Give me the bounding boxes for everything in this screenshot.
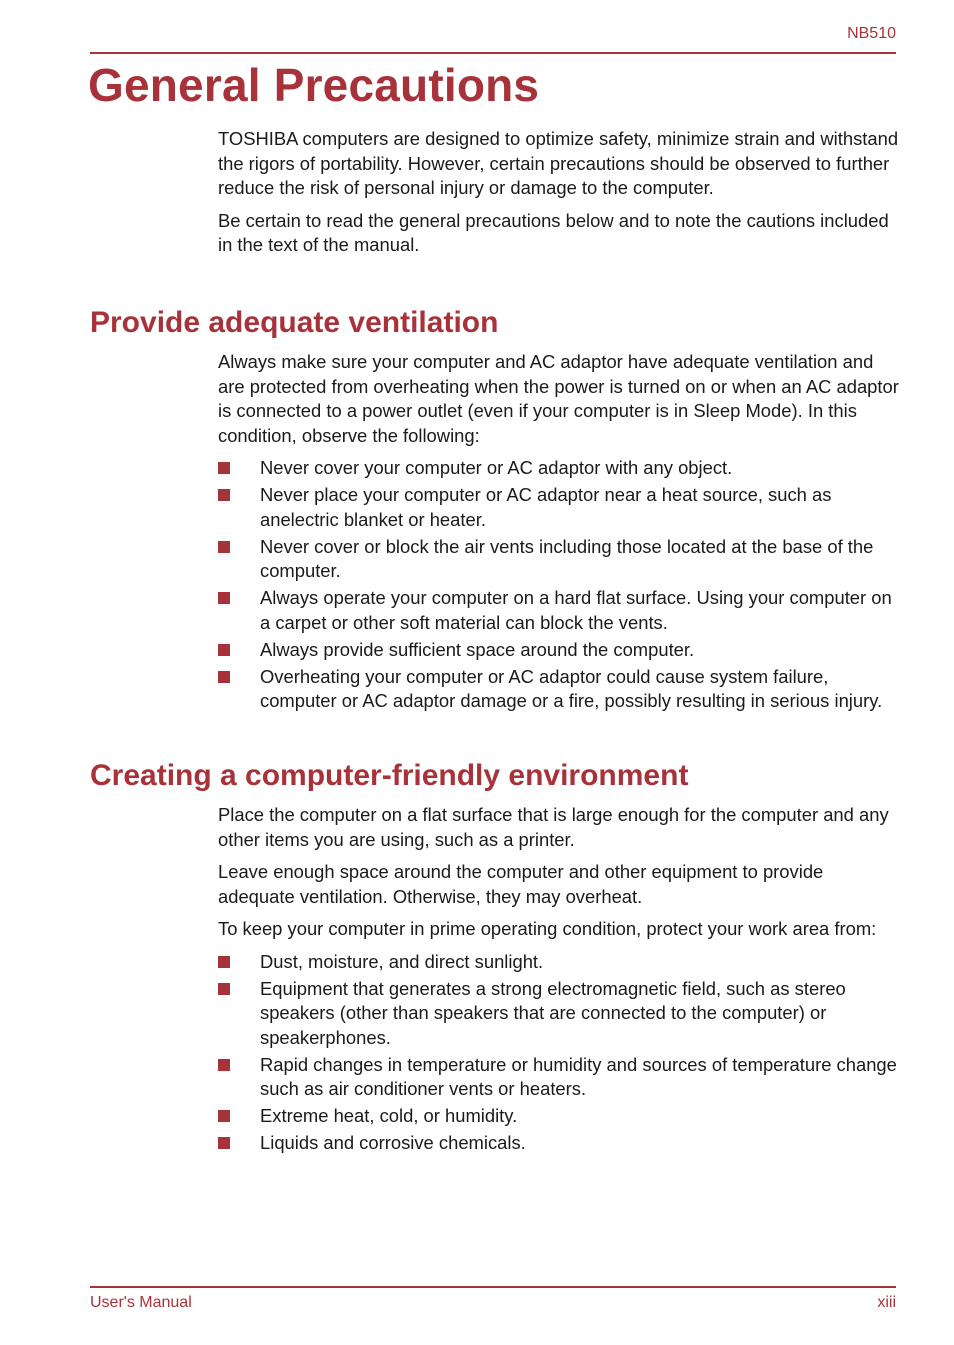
list-item-text: Never cover or block the air vents including those located at the base of the computer.: [260, 535, 874, 581]
square-bullet-icon: [218, 541, 230, 553]
list-item: [218, 977, 900, 1051]
header-model-label: NB510: [847, 25, 896, 42]
list-item: [218, 586, 900, 635]
list-item-text: Dust, moisture, and direct sunlight.: [260, 950, 544, 972]
list-item-text: Never place your computer or AC adaptor near a heat source, such as anelectric blanket or heater.: [260, 484, 832, 530]
environment-paragraph: To keep your computer in prime operating condition, protect your work area from:: [218, 918, 877, 939]
list-item-text: Rapid changes in temperature or humidity and sources of temperature change such as air conditioner vents or heaters.: [260, 1053, 897, 1099]
square-bullet-icon: [218, 489, 230, 501]
page-number: xiii: [877, 1294, 896, 1311]
square-bullet-icon: [218, 1110, 230, 1122]
list-item: [218, 1131, 900, 1156]
list-item: [218, 535, 900, 584]
square-bullet-icon: [218, 644, 230, 656]
page-title: General Precautions: [88, 59, 540, 111]
ventilation-paragraph: Always make sure your computer and AC adaptor have adequate ventilation and are protected from overheating when the power is turned on or when an AC adaptor is connected to a power outlet (even if your computer is in Sleep Mode). In this condition, observe the following:: [218, 351, 899, 446]
header-divider: [90, 52, 896, 54]
environment-paragraph: Place the computer on a flat surface that is large enough for the computer and any other items you are using, such as a printer.: [218, 804, 889, 850]
list-item-text: Extreme heat, cold, or humidity.: [260, 1105, 518, 1126]
square-bullet-icon: [218, 592, 230, 604]
square-bullet-icon: [218, 462, 230, 474]
footer-divider: [90, 1286, 896, 1288]
intro-paragraph: Be certain to read the general precautions below and to note the cautions included in the text of the manual.: [218, 209, 889, 255]
intro-paragraph: TOSHIBA computers are designed to optimize safety, minimize strain and withstand the rigors of portability. However, certain precautions should be observed to further reduce the risk of personal injury or damage to the computer.: [218, 128, 899, 198]
environment-heading: Creating a computer-friendly environment: [90, 759, 689, 792]
list-item-text: Always operate your computer on a hard flat surface. Using your computer on a carpet or other soft material can block the vents.: [260, 587, 892, 633]
list-item: [218, 1104, 900, 1129]
list-item: [218, 456, 900, 481]
square-bullet-icon: [218, 1137, 230, 1149]
list-item: [218, 1053, 900, 1102]
environment-list: [218, 950, 900, 1156]
square-bullet-icon: [218, 956, 230, 968]
list-item: [218, 483, 900, 532]
ventilation-heading: Provide adequate ventilation: [90, 306, 499, 339]
list-item-text: Never cover your computer or AC adaptor with any object.: [260, 457, 733, 478]
square-bullet-icon: [218, 983, 230, 995]
ventilation-list: [218, 456, 900, 714]
list-item-text: Liquids and corrosive chemicals.: [260, 1132, 526, 1153]
list-item: [218, 638, 900, 663]
ventilation-section: [218, 350, 900, 716]
environment-section: [218, 803, 900, 1158]
square-bullet-icon: [218, 671, 230, 683]
list-item-text: Always provide sufficient space around the computer.: [260, 638, 695, 660]
footer-manual-label: User's Manual: [90, 1294, 192, 1311]
intro-section: [218, 127, 900, 266]
list-item-text: Equipment that generates a strong electromagnetic field, such as stereo speakers (other than speakers that are connected to the computer) or speakerphones.: [260, 977, 846, 1048]
square-bullet-icon: [218, 1059, 230, 1071]
environment-paragraph: Leave enough space around the computer and other equipment to provide adequate ventilation. Otherwise, they may overheat.: [218, 861, 824, 907]
list-item-text: Overheating your computer or AC adaptor could cause system failure, computer or AC adaptor damage or a fire, possibly resulting in serious injury.: [260, 665, 883, 711]
list-item: [218, 665, 900, 714]
list-item: [218, 950, 900, 975]
